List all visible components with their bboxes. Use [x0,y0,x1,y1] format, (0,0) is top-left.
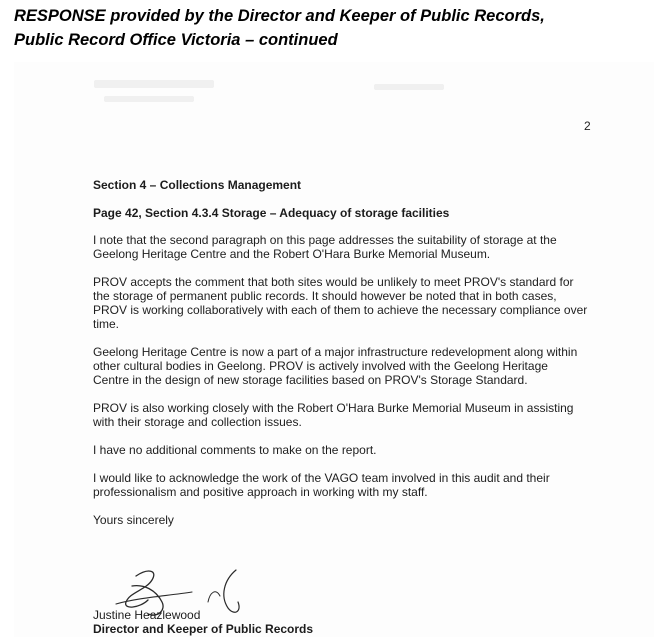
paragraph-line: PROV is also working closely with the Robert O'Hara Burke Memorial Museum in assisting [93,401,574,415]
paragraph [93,401,593,429]
paragraph-line: PROV is working collaboratively with each of them to achieve the necessary compliance over [93,303,588,317]
sub-heading: Page 42, Section 4.3.4 Storage – Adequacy of storage facilities [93,206,450,220]
paragraph-line: the storage of permanent public records. It should however be noted that in both cases, [93,289,557,303]
paragraph-line: time. [93,317,120,331]
paragraph [93,443,593,457]
paragraph-line: I note that the second paragraph on this page addresses the suitability of storage at the [93,233,557,247]
paragraph-line: PROV accepts the comment that both sites would be unlikely to meet PROV's standard for [93,275,574,289]
paragraph-line: I would like to acknowledge the work of the VAGO team involved in this audit and their [93,471,550,485]
section-heading: Section 4 – Collections Management [93,178,302,192]
paragraph-line: I have no additional comments to make on the report. [93,443,377,457]
paragraph-line: Centre in the design of new storage facilities based on PROV's Storage Standard. [93,373,528,387]
response-header [14,4,654,52]
signatory-name: Justine Heazlewood [93,608,201,622]
header-line-2: Public Record Office Victoria – continued [14,31,338,49]
letterhead-ghost-mark [374,84,444,90]
paragraph-line: Geelong Heritage Centre is now a part of a major infrastructure redevelopment along within [93,345,578,359]
header-line-1: RESPONSE provided by the Director and Keeper of Public Records, [14,7,545,25]
paragraph [93,233,593,261]
letterhead-ghost-mark [94,80,214,88]
paragraph-line: professionalism and positive approach in working with my staff. [93,485,428,499]
paragraph [93,345,593,387]
paragraph-line: Geelong Heritage Centre and the Robert O'Hara Burke Memorial Museum. [93,247,491,261]
letterhead-ghost-mark [104,96,194,102]
paragraph [93,275,593,331]
paragraph-line: other cultural bodies in Geelong. PROV is actively involved with the Geelong Heritage [93,359,548,373]
signatory-title: Director and Keeper of Public Records [93,622,314,636]
page-number: 2 [584,119,591,133]
paragraph [93,471,593,499]
paragraph-line: with their storage and collection issues. [93,415,302,429]
paragraph-line: Yours sincerely [93,513,174,527]
paragraph [93,513,593,527]
